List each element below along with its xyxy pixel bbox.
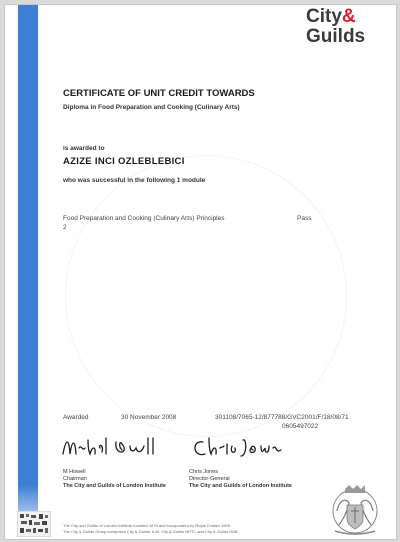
footer-line-2: The City & Guilds Group comprises City & Guilds, ILM, City & Guilds NPTC and City & Guilds HAB.	[63, 529, 239, 534]
success-statement: who was successful in the following 1 module	[63, 177, 206, 184]
chairman-name: M Howell	[63, 469, 86, 475]
director-general-organisation: The City and Guilds of London Institute	[189, 483, 292, 489]
certificate-sheet	[4, 4, 397, 540]
awarded-label: Awarded	[63, 414, 89, 421]
module-result: Pass	[297, 215, 312, 222]
security-code-icon	[17, 511, 51, 537]
logo-city: City	[306, 6, 342, 27]
footer-notes	[63, 523, 293, 535]
director-general-role: Director-General	[189, 476, 230, 482]
footer-line-1: The City and Guilds of London Institute founded 1878 and incorporated by Royal Charter 1900.	[63, 523, 232, 528]
background-watermark	[65, 155, 347, 437]
royal-crest-icon	[327, 483, 383, 537]
module-title: Food Preparation and Cooking (Culinary Arts) Principles	[63, 215, 225, 222]
director-general-signatory	[189, 469, 292, 490]
module-code: 2	[63, 224, 67, 231]
chairman-signatory	[63, 469, 166, 490]
recipient-name: AZIZE INCI OZLEBLEBICI	[63, 156, 185, 167]
certificate-title: CERTIFICATE OF UNIT CREDIT TOWARDS	[63, 88, 255, 99]
logo-ampersand: &	[341, 6, 356, 27]
awarded-to-label: is awarded to	[63, 145, 105, 152]
chairman-signature	[60, 430, 160, 466]
chairman-organisation: The City and Guilds of London Institute	[63, 483, 166, 489]
blue-side-stripe	[18, 5, 38, 485]
logo-guilds: Guilds	[306, 26, 366, 47]
director-general-signature	[189, 430, 289, 466]
qualification-subtitle: Diploma in Food Preparation and Cooking (Culinary Arts)	[63, 104, 240, 111]
city-and-guilds-logo	[306, 7, 386, 47]
chairman-role: Chairman	[63, 476, 87, 482]
director-general-name: Chris Jones	[189, 469, 219, 475]
certificate-reference: 301108/7065-12/877788/GVC2001/F/18/08/71	[215, 414, 349, 421]
certificate-number: 0605497022	[282, 423, 319, 430]
awarded-date: 30 November 2008	[121, 414, 177, 421]
